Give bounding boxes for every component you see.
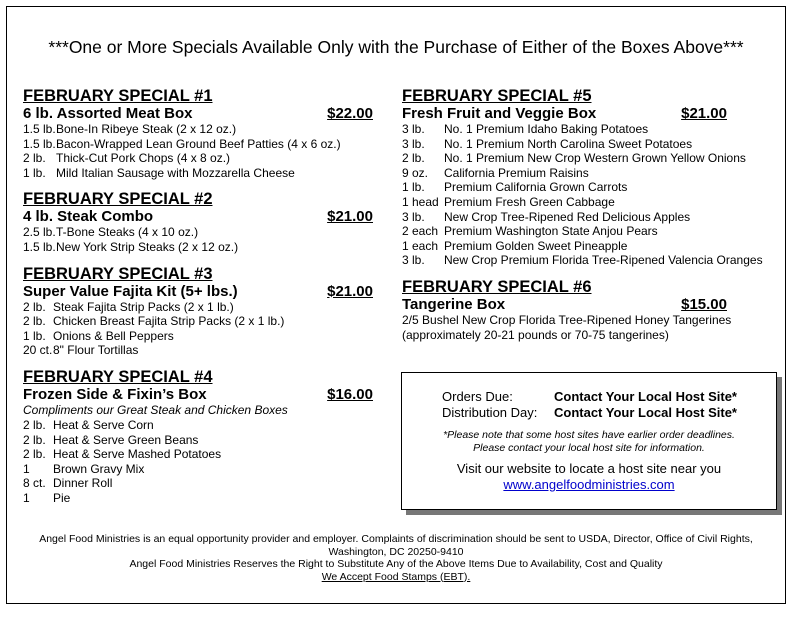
item-desc: Dinner Roll (53, 476, 113, 491)
item-desc: Premium Washington State Anjou Pears (444, 224, 658, 239)
right-column (402, 87, 782, 352)
flyer-page (6, 6, 786, 604)
special-price: $16.00 (327, 385, 373, 403)
item-desc: 8" Flour Tortillas (53, 343, 139, 358)
special-name: 4 lb. Steak Combo (23, 208, 154, 226)
item-desc: Chicken Breast Fajita Strip Packs (2 x 1 lb.) (53, 314, 285, 329)
item-qty: 1 head (402, 194, 439, 209)
item-qty: 8 ct. (23, 476, 46, 491)
distribution-day-value: Contact Your Local Host Site* (554, 405, 737, 420)
item-qty: 1.5 lb. (23, 122, 56, 136)
list-item (402, 166, 782, 181)
orders-due-row (402, 389, 776, 405)
item-qty: 2 lb. (23, 447, 46, 462)
item-desc: Heat & Serve Corn (53, 417, 154, 432)
item-qty: 1 lb. (23, 328, 46, 343)
special-heading (23, 386, 373, 403)
item-desc: Pie (53, 490, 71, 505)
distribution-day-row (402, 405, 776, 421)
item-desc: New Crop Premium Florida Tree-Ripened Valencia Oranges (444, 253, 763, 268)
item-qty: 1 (23, 490, 30, 505)
list-item (23, 151, 373, 166)
item-qty: 3 lb. (402, 122, 425, 136)
item-desc: Onions & Bell Peppers (53, 328, 174, 343)
list-item (23, 166, 373, 181)
special-description: 2/5 Bushel New Crop Florida Tree-Ripened Honey Tangerines (402, 312, 732, 327)
list-item (402, 239, 782, 254)
special-heading (23, 208, 373, 225)
item-desc: Mild Italian Sausage with Mozzarella Cheese (56, 165, 295, 180)
list-item (23, 433, 373, 448)
special-6 (402, 278, 782, 342)
special-price: $21.00 (681, 105, 727, 122)
list-item (402, 137, 782, 152)
orders-due-value: Contact Your Local Host Site* (554, 389, 737, 404)
item-desc: Heat & Serve Mashed Potatoes (53, 447, 222, 462)
item-qty: 2 each (402, 224, 439, 239)
list-item (402, 253, 782, 268)
list-item (23, 225, 373, 240)
item-desc: No. 1 Premium New Crop Western Grown Yellow Onions (444, 151, 746, 166)
list-item (23, 462, 373, 477)
list-item (402, 210, 782, 225)
item-qty: 1.5 lb. (23, 136, 56, 151)
item-qty: 20 ct. (23, 343, 53, 358)
item-qty: 2 lb. (23, 151, 46, 166)
list-item (23, 137, 373, 152)
special-price: $21.00 (327, 208, 373, 226)
special-5 (402, 87, 782, 268)
item-qty: 9 oz. (402, 165, 429, 180)
item-qty: 2 lb. (23, 314, 46, 329)
special-description: (approximately 20-21 pounds or 70-75 tangerines) (402, 327, 669, 342)
special-name: Tangerine Box (402, 295, 506, 313)
special-heading (23, 283, 373, 300)
item-desc: Steak Fajita Strip Packs (2 x 1 lb.) (53, 299, 234, 314)
special-heading (23, 105, 373, 122)
list-item (23, 314, 373, 329)
list-item (23, 491, 373, 506)
special-title: FEBRUARY SPECIAL #2 (23, 190, 213, 209)
item-qty: 2 lb. (23, 417, 46, 432)
deadline-note-line: Please contact your local host site for information. (473, 441, 705, 454)
special-title: FEBRUARY SPECIAL #1 (23, 87, 213, 105)
list-item (23, 240, 373, 255)
item-desc: No. 1 Premium North Carolina Sweet Potatoes (444, 136, 693, 151)
special-heading (402, 296, 727, 313)
special-title: FEBRUARY SPECIAL #5 (402, 87, 592, 105)
special-1 (23, 87, 373, 180)
item-qty: 1 lb. (402, 180, 425, 195)
item-qty: 1 (23, 461, 30, 476)
special-title: FEBRUARY SPECIAL #6 (402, 277, 592, 296)
footer-disclaimer: Angel Food Ministries is an equal opportunity provider and employer. Complaints of discrimination should be sent to USDA, Director, Office of Civil Rights, Washington, DC 20250-9410 (39, 533, 753, 558)
special-3 (23, 265, 373, 358)
footer (7, 533, 785, 583)
list-item (402, 180, 782, 195)
special-2 (23, 190, 373, 254)
left-column (23, 87, 373, 516)
specials-header: ***One or More Specials Available Only with the Purchase of Either of the Boxes Above*** (48, 37, 744, 57)
list-item (23, 122, 373, 137)
deadline-note (402, 429, 776, 454)
item-desc: Heat & Serve Green Beans (53, 432, 199, 447)
item-desc: Premium California Grown Carrots (444, 180, 628, 195)
item-qty: 1 each (402, 238, 439, 253)
special-heading (402, 105, 727, 122)
list-item (23, 418, 373, 433)
special-price: $21.00 (327, 282, 373, 300)
item-qty: 1.5 lb. (23, 239, 56, 254)
item-qty: 3 lb. (402, 136, 425, 151)
item-desc: New Crop Tree-Ripened Red Delicious Apples (444, 209, 691, 224)
item-desc: T-Bone Steaks (4 x 10 oz.) (56, 225, 199, 240)
item-desc: Premium Golden Sweet Pineapple (444, 238, 628, 253)
item-desc: Brown Gravy Mix (53, 461, 145, 476)
item-desc: California Premium Raisins (444, 165, 589, 180)
list-item (23, 447, 373, 462)
item-desc: Bacon-Wrapped Lean Ground Beef Patties (4 x 6 oz.) (56, 136, 341, 151)
item-desc: Premium Fresh Green Cabbage (444, 194, 615, 209)
list-item (23, 476, 373, 491)
special-4 (23, 368, 373, 506)
list-item (402, 122, 782, 137)
website-link[interactable]: www.angelfoodministries.com (503, 477, 675, 492)
special-price: $22.00 (327, 105, 373, 122)
footer-ebt: We Accept Food Stamps (EBT). (321, 570, 471, 583)
distribution-day-label: Distribution Day: (442, 405, 538, 420)
item-desc: Bone-In Ribeye Steak (2 x 12 oz.) (56, 122, 237, 136)
list-item (23, 329, 373, 344)
special-name: 6 lb. Assorted Meat Box (23, 105, 193, 122)
footer-substitution: Angel Food Ministries Reserves the Right to Substitute Any of the Above Items Due to Availability, Cost and Quality (129, 558, 663, 570)
item-qty: 2 lb. (23, 299, 46, 314)
item-desc: Thick-Cut Pork Chops (4 x 8 oz.) (56, 151, 231, 166)
special-name: Super Value Fajita Kit (5+ lbs.) (23, 282, 238, 300)
item-qty: 2 lb. (23, 432, 46, 447)
list-item (402, 224, 782, 239)
item-qty: 1 lb. (23, 165, 46, 180)
deadline-note-line: *Please note that some host sites have earlier order deadlines. (443, 429, 735, 441)
special-name: Fresh Fruit and Veggie Box (402, 105, 597, 122)
special-subtitle: Compliments our Great Steak and Chicken Boxes (23, 402, 288, 417)
special-title: FEBRUARY SPECIAL #3 (23, 264, 213, 283)
item-qty: 3 lb. (402, 253, 425, 268)
list-item (23, 300, 373, 315)
order-info-box (401, 372, 777, 510)
special-price: $15.00 (681, 295, 727, 313)
orders-due-label: Orders Due: (442, 389, 513, 404)
list-item (402, 151, 782, 166)
item-qty: 2.5 lb. (23, 225, 56, 240)
item-qty: 3 lb. (402, 209, 425, 224)
special-name: Frozen Side & Fixin’s Box (23, 385, 207, 403)
item-qty: 2 lb. (402, 151, 425, 166)
special-title: FEBRUARY SPECIAL #4 (23, 367, 213, 386)
item-desc: New York Strip Steaks (2 x 12 oz.) (56, 239, 239, 254)
list-item (23, 343, 373, 358)
list-item (402, 195, 782, 210)
item-desc: No. 1 Premium Idaho Baking Potatoes (444, 122, 649, 136)
visit-text: Visit our website to locate a host site near you (456, 461, 722, 476)
